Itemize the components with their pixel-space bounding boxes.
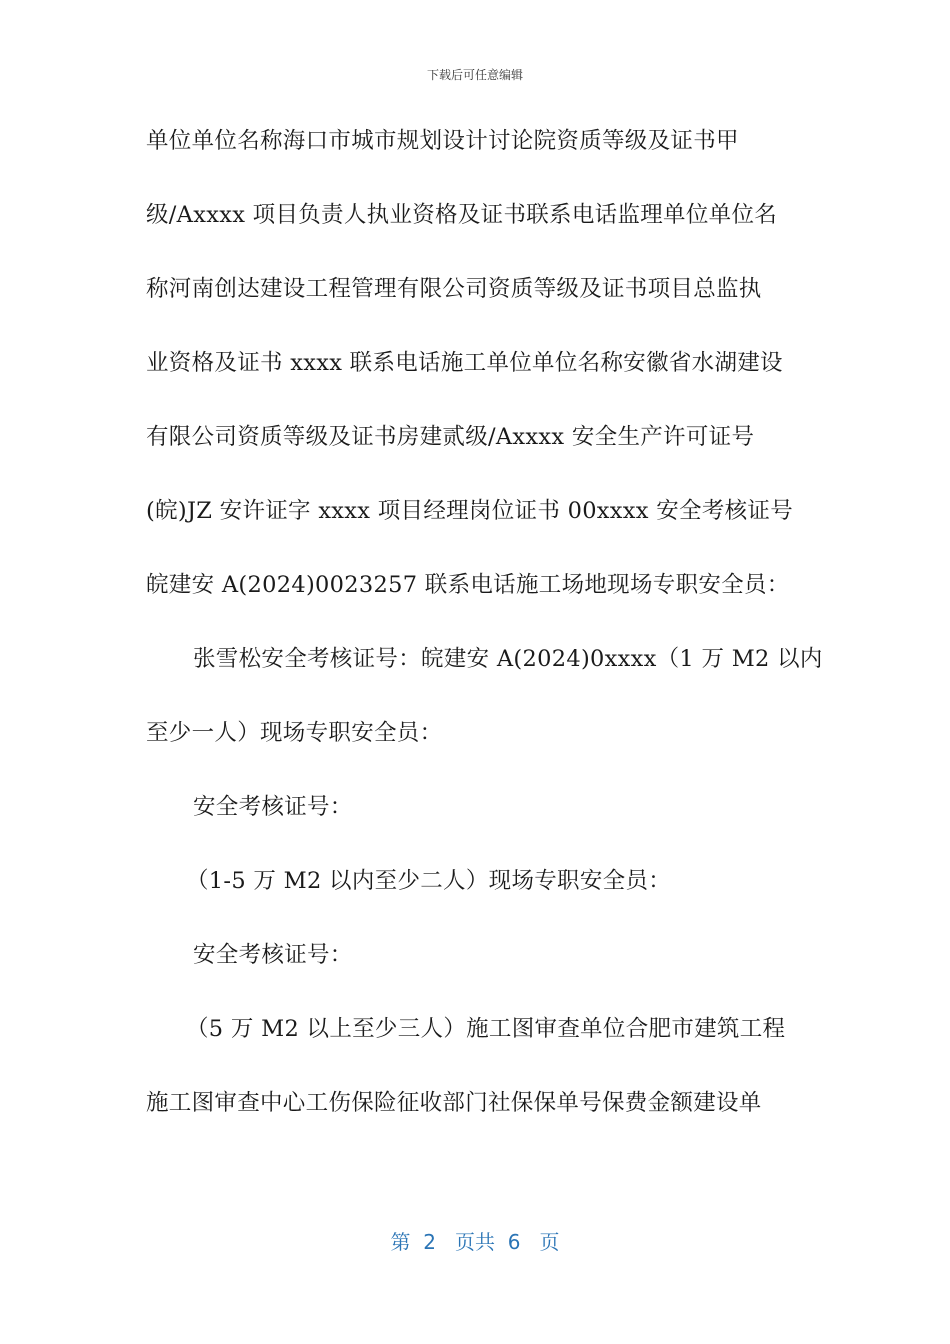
body-line-2: 级/Axxxx 项目负责人执业资格及证书联系电话监理单位单位名 [146, 202, 778, 228]
body-line-3: 称河南创达建设工程管理有限公司资质等级及证书项目总监执 [146, 276, 762, 302]
page-number-footer: 第 2 页共 6 页 [390, 1230, 560, 1254]
body-line-9: 至少一人）现场专职安全员： [146, 720, 443, 746]
body-line-13: （5 万 M2 以上至少三人）施工图审查单位合肥市建筑工程 [186, 1016, 786, 1042]
body-line-11: （1-5 万 M2 以内至少二人）现场专职安全员： [186, 868, 672, 894]
body-line-7: 皖建安 A(2024)0023257 联系电话施工场地现场专职安全员： [146, 572, 790, 598]
body-line-6: (皖)JZ 安许证字 xxxx 项目经理岗位证书 00xxxx 安全考核证号 [146, 498, 794, 524]
body-line-14: 施工图审查中心工伤保险征收部门社保保单号保费金额建设单 [146, 1090, 762, 1116]
body-line-4: 业资格及证书 xxxx 联系电话施工单位单位名称安徽省水湖建设 [146, 350, 783, 376]
page-header: 下载后可任意编辑 [426, 68, 523, 82]
body-line-1: 单位单位名称海口市城市规划设计讨论院资质等级及证书甲 [146, 128, 739, 154]
body-line-8: 张雪松安全考核证号：皖建安 A(2024)0xxxx（1 万 M2 以内 [193, 646, 823, 672]
body-line-10: 安全考核证号： [193, 794, 353, 820]
body-line-5: 有限公司资质等级及证书房建贰级/Axxxx 安全生产许可证号 [146, 424, 755, 450]
body-line-12: 安全考核证号： [193, 942, 353, 968]
